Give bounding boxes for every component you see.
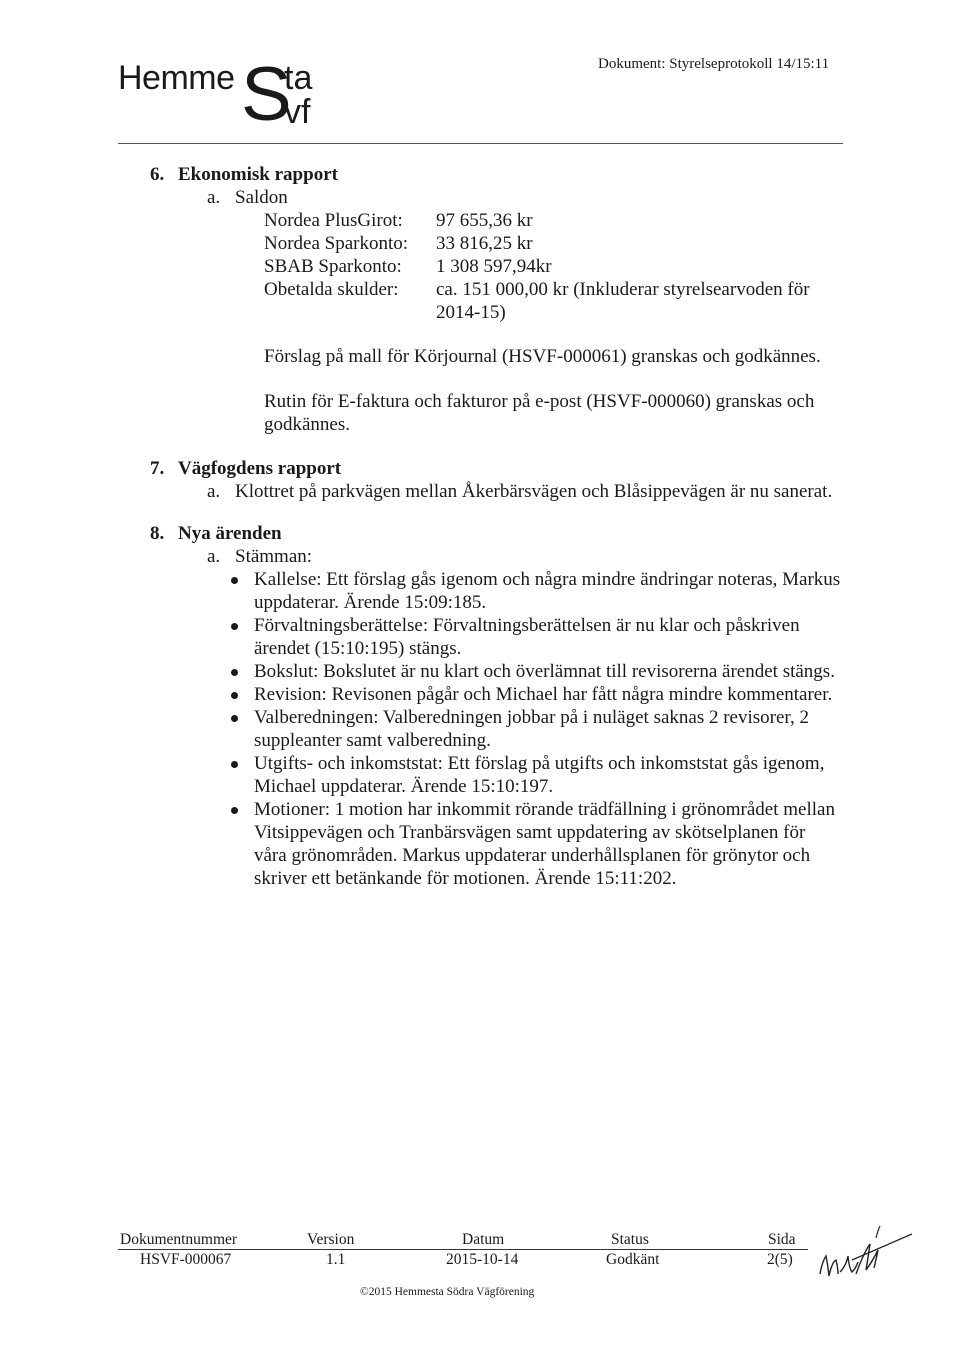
section-7-number: 7. [150,458,165,479]
paragraph-efaktura-cont: godkännes. [264,414,351,435]
balance-label: SBAB Sparkonto: [264,256,402,277]
logo-vf: vf [284,93,311,131]
section-6-heading [150,163,338,186]
footer-copyright: ©2015 Hemmesta Södra Vägförening [360,1286,535,1298]
balance-label: Obetalda skulder: [264,279,399,300]
section-7a-text: Klottret på parkvägen mellan Åkerbärsvägen och Blåsippevägen är nu sanerat. [235,481,833,502]
bullet-text: Motioner: 1 motion har inkommit rörande trädfällning i grönområdet mellan [254,799,835,820]
section-6-number: 6. [150,164,165,185]
balance-label: Nordea PlusGirot: [264,210,403,231]
footer-header-version: Version [307,1231,355,1248]
bullet-icon [231,577,238,584]
section-6a-title: Saldon [235,187,288,208]
bullet-icon [231,692,238,699]
section-7a-label: a. [207,481,221,502]
balance-value: 1 308 597,94kr [436,256,552,277]
bullet-text: Utgifts- och inkomststat: Ett förslag på utgifts och inkomststat gås igenom, [254,753,825,774]
document-ref: Dokument: Styrelseprotokoll 14/15:11 [598,56,830,72]
logo-ta: ta [284,59,313,97]
bullet-text: suppleanter samt valberedning. [254,730,491,751]
logo [118,52,378,137]
section-6-title: Ekonomisk rapport [178,164,338,185]
footer-header-date: Datum [462,1231,505,1248]
section-8a [207,545,312,568]
section-6a [207,186,288,209]
bullet-text: skriver ett betänkande för motionen. Ärende 15:11:202. [254,868,677,889]
section-8a-title: Stämman: [235,546,313,567]
logo-s: S [241,52,292,137]
section-8-heading [150,522,282,545]
section-7-title: Vägfogdens rapport [178,458,342,479]
bullet-icon [231,761,238,768]
section-6a-label: a. [207,187,221,208]
paragraph-korjournal: Förslag på mall för Körjournal (HSVF-000061) granskas och godkännes. [264,346,821,367]
bullet-text: Revision: Revisonen pågår och Michael har fått några mindre kommentarer. [254,684,833,705]
bullet-text: våra grönområden. Markus uppdaterar underhållsplanen för grönytor och [254,845,811,866]
signature-initials-image [812,1222,922,1292]
bullet-text: Valberedningen: Valberedningen jobbar på i nuläget saknas 2 revisorer, 2 [254,707,809,728]
bullet-text: Förvaltningsberättelse: Förvaltningsberättelsen är nu klar och påskriven [254,615,800,636]
footer-date: 2015-10-14 [446,1251,519,1268]
balance-value-cont: 2014-15) [436,302,506,323]
section-7a [207,480,832,503]
balance-value: 33 816,25 kr [436,233,533,254]
section-7-heading [150,457,341,480]
footer-status: Godkänt [606,1251,660,1268]
section-8-number: 8. [150,523,165,544]
bullet-text: Bokslut: Bokslutet är nu klart och överlämnat till revisorerna ärendet stängs. [254,661,835,682]
footer-header-status: Status [611,1231,649,1248]
section-8a-label: a. [207,546,221,567]
bullet-text: Vitsippevägen och Tranbärsvägen samt uppdatering av skötselplanen för [254,822,806,843]
balance-label: Nordea Sparkonto: [264,233,409,254]
bullet-icon [231,715,238,722]
footer-header-docnumber: Dokumentnummer [120,1231,238,1248]
bullet-text: ärendet (15:10:195) stängs. [254,638,462,659]
paragraph-efaktura: Rutin för E-faktura och fakturor på e-post (HSVF-000060) granskas och [264,391,815,412]
footer-rule [118,1249,808,1250]
bullet-icon [231,623,238,630]
balance-value: 97 655,36 kr [436,210,533,231]
logo-word: Hemme [118,59,235,97]
bullet-text: Kallelse: Ett förslag gås igenom och några mindre ändringar noteras, Markus [254,569,841,590]
section-8-title: Nya ärenden [178,523,282,544]
header-rule [118,143,843,144]
bullet-text: uppdaterar. Ärende 15:09:185. [254,592,487,613]
bullet-icon [231,807,238,814]
footer-version: 1.1 [326,1251,346,1268]
bullet-text: Michael uppdaterar. Ärende 15:10:197. [254,776,554,797]
bullet-icon [231,669,238,676]
footer-docnumber: HSVF-000067 [140,1251,232,1268]
footer-page: 2(5) [767,1251,793,1268]
balance-value: ca. 151 000,00 kr (Inkluderar styrelsearvoden för [436,279,810,300]
footer-header-page: Sida [768,1231,796,1248]
